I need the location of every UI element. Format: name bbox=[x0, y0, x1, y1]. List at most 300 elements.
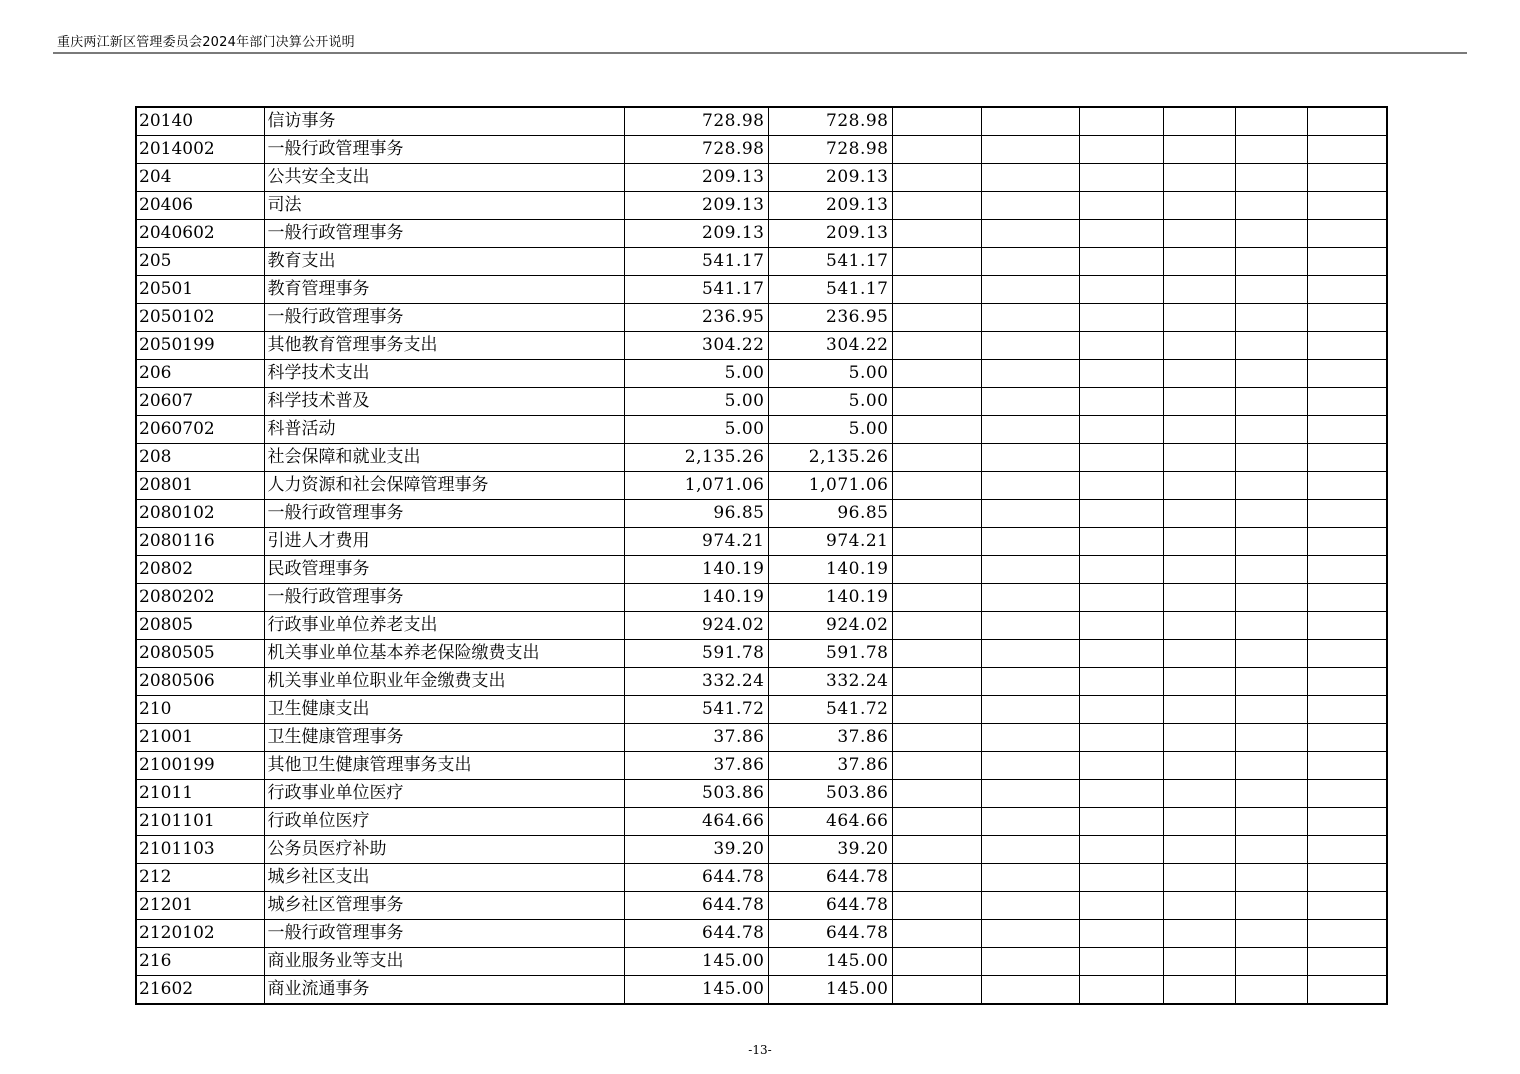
cell-empty bbox=[1235, 388, 1307, 416]
cell-name: 一般行政管理事务 bbox=[264, 220, 624, 248]
cell-empty bbox=[1307, 780, 1387, 808]
cell-empty bbox=[1079, 752, 1163, 780]
cell-empty bbox=[892, 976, 981, 1005]
cell-code: 2100199 bbox=[136, 752, 264, 780]
cell-basic: 644.78 bbox=[768, 892, 892, 920]
cell-empty bbox=[1163, 724, 1235, 752]
cell-empty bbox=[1163, 304, 1235, 332]
cell-empty bbox=[1235, 976, 1307, 1005]
table-row bbox=[136, 192, 1387, 220]
cell-empty bbox=[1163, 444, 1235, 472]
cell-empty bbox=[1235, 528, 1307, 556]
table-row bbox=[136, 752, 1387, 780]
cell-empty bbox=[981, 556, 1079, 584]
cell-empty bbox=[981, 136, 1079, 164]
cell-empty bbox=[1235, 472, 1307, 500]
cell-empty bbox=[892, 584, 981, 612]
cell-empty bbox=[1307, 556, 1387, 584]
cell-empty bbox=[1079, 248, 1163, 276]
cell-empty bbox=[1235, 808, 1307, 836]
cell-empty bbox=[1307, 752, 1387, 780]
cell-total: 96.85 bbox=[624, 500, 768, 528]
cell-name: 人力资源和社会保障管理事务 bbox=[264, 472, 624, 500]
cell-empty bbox=[981, 248, 1079, 276]
table-row bbox=[136, 808, 1387, 836]
cell-name: 教育管理事务 bbox=[264, 276, 624, 304]
cell-empty bbox=[1235, 220, 1307, 248]
cell-basic: 304.22 bbox=[768, 332, 892, 360]
cell-empty bbox=[1307, 920, 1387, 948]
cell-empty bbox=[981, 780, 1079, 808]
cell-empty bbox=[1235, 668, 1307, 696]
cell-code: 20802 bbox=[136, 556, 264, 584]
cell-code: 2080116 bbox=[136, 528, 264, 556]
cell-empty bbox=[1163, 360, 1235, 388]
cell-basic: 541.17 bbox=[768, 276, 892, 304]
cell-empty bbox=[1163, 948, 1235, 976]
cell-empty bbox=[892, 612, 981, 640]
cell-empty bbox=[1307, 136, 1387, 164]
cell-code: 216 bbox=[136, 948, 264, 976]
cell-empty bbox=[1079, 472, 1163, 500]
table-row bbox=[136, 444, 1387, 472]
cell-name: 科普活动 bbox=[264, 416, 624, 444]
cell-code: 20140 bbox=[136, 107, 264, 136]
cell-empty bbox=[1307, 220, 1387, 248]
cell-empty bbox=[981, 836, 1079, 864]
table-row bbox=[136, 164, 1387, 192]
cell-total: 209.13 bbox=[624, 220, 768, 248]
cell-empty bbox=[1235, 304, 1307, 332]
cell-empty bbox=[892, 892, 981, 920]
table-row bbox=[136, 724, 1387, 752]
table-row bbox=[136, 304, 1387, 332]
cell-empty bbox=[981, 752, 1079, 780]
cell-empty bbox=[1163, 976, 1235, 1005]
cell-code: 205 bbox=[136, 248, 264, 276]
cell-basic: 728.98 bbox=[768, 107, 892, 136]
cell-code: 210 bbox=[136, 696, 264, 724]
cell-empty bbox=[1163, 107, 1235, 136]
cell-name: 信访事务 bbox=[264, 107, 624, 136]
cell-empty bbox=[1163, 612, 1235, 640]
cell-empty bbox=[1079, 556, 1163, 584]
cell-empty bbox=[1163, 696, 1235, 724]
cell-empty bbox=[1307, 444, 1387, 472]
cell-empty bbox=[892, 752, 981, 780]
cell-code: 2080202 bbox=[136, 584, 264, 612]
cell-empty bbox=[1079, 584, 1163, 612]
table-row bbox=[136, 528, 1387, 556]
cell-empty bbox=[981, 864, 1079, 892]
cell-name: 城乡社区管理事务 bbox=[264, 892, 624, 920]
cell-empty bbox=[892, 780, 981, 808]
cell-total: 728.98 bbox=[624, 136, 768, 164]
cell-empty bbox=[1307, 192, 1387, 220]
cell-empty bbox=[1235, 276, 1307, 304]
cell-empty bbox=[981, 528, 1079, 556]
document-header-title: 重庆两江新区管理委员会2024年部门决算公开说明 bbox=[57, 35, 355, 50]
cell-empty bbox=[1235, 584, 1307, 612]
table-row bbox=[136, 332, 1387, 360]
cell-empty bbox=[1163, 640, 1235, 668]
cell-empty bbox=[1307, 668, 1387, 696]
cell-empty bbox=[981, 107, 1079, 136]
cell-empty bbox=[1307, 724, 1387, 752]
cell-total: 304.22 bbox=[624, 332, 768, 360]
cell-empty bbox=[892, 164, 981, 192]
table-row bbox=[136, 388, 1387, 416]
cell-total: 644.78 bbox=[624, 892, 768, 920]
cell-code: 212 bbox=[136, 864, 264, 892]
cell-basic: 924.02 bbox=[768, 612, 892, 640]
cell-empty bbox=[1079, 276, 1163, 304]
table-row bbox=[136, 500, 1387, 528]
cell-name: 公务员医疗补助 bbox=[264, 836, 624, 864]
cell-code: 2080102 bbox=[136, 500, 264, 528]
cell-empty bbox=[892, 948, 981, 976]
cell-empty bbox=[1235, 500, 1307, 528]
cell-empty bbox=[1235, 892, 1307, 920]
cell-total: 541.72 bbox=[624, 696, 768, 724]
cell-basic: 541.72 bbox=[768, 696, 892, 724]
cell-empty bbox=[892, 864, 981, 892]
cell-total: 39.20 bbox=[624, 836, 768, 864]
cell-empty bbox=[1079, 808, 1163, 836]
table-row bbox=[136, 556, 1387, 584]
cell-total: 5.00 bbox=[624, 388, 768, 416]
cell-name: 引进人才费用 bbox=[264, 528, 624, 556]
cell-total: 503.86 bbox=[624, 780, 768, 808]
cell-basic: 37.86 bbox=[768, 752, 892, 780]
cell-empty bbox=[892, 472, 981, 500]
cell-empty bbox=[981, 192, 1079, 220]
table-row bbox=[136, 836, 1387, 864]
table-row bbox=[136, 612, 1387, 640]
cell-empty bbox=[1163, 556, 1235, 584]
cell-empty bbox=[1163, 836, 1235, 864]
cell-empty bbox=[981, 724, 1079, 752]
cell-empty bbox=[1163, 864, 1235, 892]
cell-empty bbox=[1235, 780, 1307, 808]
cell-empty bbox=[1163, 584, 1235, 612]
cell-name: 行政单位医疗 bbox=[264, 808, 624, 836]
cell-empty bbox=[892, 304, 981, 332]
table-row bbox=[136, 472, 1387, 500]
cell-total: 644.78 bbox=[624, 920, 768, 948]
cell-empty bbox=[981, 920, 1079, 948]
cell-empty bbox=[1235, 136, 1307, 164]
cell-empty bbox=[1235, 920, 1307, 948]
cell-basic: 236.95 bbox=[768, 304, 892, 332]
cell-empty bbox=[1235, 192, 1307, 220]
cell-name: 科学技术普及 bbox=[264, 388, 624, 416]
cell-total: 37.86 bbox=[624, 752, 768, 780]
cell-empty bbox=[1307, 388, 1387, 416]
cell-empty bbox=[981, 304, 1079, 332]
cell-name: 社会保障和就业支出 bbox=[264, 444, 624, 472]
cell-empty bbox=[1307, 304, 1387, 332]
cell-empty bbox=[1163, 472, 1235, 500]
cell-basic: 5.00 bbox=[768, 360, 892, 388]
cell-name: 一般行政管理事务 bbox=[264, 136, 624, 164]
cell-empty bbox=[1307, 276, 1387, 304]
cell-empty bbox=[1079, 528, 1163, 556]
cell-empty bbox=[1307, 836, 1387, 864]
cell-total: 140.19 bbox=[624, 556, 768, 584]
cell-name: 教育支出 bbox=[264, 248, 624, 276]
cell-empty bbox=[892, 136, 981, 164]
cell-code: 2014002 bbox=[136, 136, 264, 164]
cell-code: 21201 bbox=[136, 892, 264, 920]
cell-empty bbox=[1235, 416, 1307, 444]
cell-empty bbox=[1079, 724, 1163, 752]
cell-basic: 145.00 bbox=[768, 948, 892, 976]
cell-empty bbox=[892, 668, 981, 696]
cell-code: 2060702 bbox=[136, 416, 264, 444]
cell-empty bbox=[1079, 332, 1163, 360]
cell-total: 236.95 bbox=[624, 304, 768, 332]
cell-empty bbox=[892, 444, 981, 472]
cell-name: 司法 bbox=[264, 192, 624, 220]
cell-total: 209.13 bbox=[624, 192, 768, 220]
cell-empty bbox=[1307, 808, 1387, 836]
cell-total: 728.98 bbox=[624, 107, 768, 136]
cell-code: 2050199 bbox=[136, 332, 264, 360]
cell-empty bbox=[1235, 612, 1307, 640]
cell-code: 21011 bbox=[136, 780, 264, 808]
cell-empty bbox=[1079, 107, 1163, 136]
cell-code: 20501 bbox=[136, 276, 264, 304]
cell-empty bbox=[981, 696, 1079, 724]
cell-empty bbox=[1307, 332, 1387, 360]
table-row bbox=[136, 864, 1387, 892]
cell-empty bbox=[981, 808, 1079, 836]
cell-basic: 39.20 bbox=[768, 836, 892, 864]
cell-empty bbox=[1079, 948, 1163, 976]
cell-name: 城乡社区支出 bbox=[264, 864, 624, 892]
cell-code: 20805 bbox=[136, 612, 264, 640]
table-row bbox=[136, 976, 1387, 1005]
cell-total: 1,071.06 bbox=[624, 472, 768, 500]
cell-empty bbox=[892, 556, 981, 584]
cell-empty bbox=[1307, 416, 1387, 444]
cell-empty bbox=[1163, 192, 1235, 220]
cell-code: 2040602 bbox=[136, 220, 264, 248]
cell-empty bbox=[1079, 612, 1163, 640]
cell-empty bbox=[981, 164, 1079, 192]
cell-basic: 332.24 bbox=[768, 668, 892, 696]
cell-code: 206 bbox=[136, 360, 264, 388]
cell-name: 公共安全支出 bbox=[264, 164, 624, 192]
cell-empty bbox=[892, 220, 981, 248]
cell-empty bbox=[1307, 164, 1387, 192]
cell-empty bbox=[892, 276, 981, 304]
cell-empty bbox=[1163, 136, 1235, 164]
cell-empty bbox=[1079, 192, 1163, 220]
cell-name: 商业流通事务 bbox=[264, 976, 624, 1005]
cell-name: 卫生健康管理事务 bbox=[264, 724, 624, 752]
cell-name: 其他教育管理事务支出 bbox=[264, 332, 624, 360]
cell-name: 一般行政管理事务 bbox=[264, 920, 624, 948]
cell-code: 204 bbox=[136, 164, 264, 192]
cell-total: 591.78 bbox=[624, 640, 768, 668]
cell-empty bbox=[1079, 360, 1163, 388]
cell-code: 20406 bbox=[136, 192, 264, 220]
cell-total: 37.86 bbox=[624, 724, 768, 752]
table-row bbox=[136, 136, 1387, 164]
cell-empty bbox=[1235, 332, 1307, 360]
cell-empty bbox=[1163, 248, 1235, 276]
table-row bbox=[136, 248, 1387, 276]
cell-empty bbox=[981, 584, 1079, 612]
cell-total: 209.13 bbox=[624, 164, 768, 192]
cell-name: 科学技术支出 bbox=[264, 360, 624, 388]
cell-name: 商业服务业等支出 bbox=[264, 948, 624, 976]
cell-basic: 209.13 bbox=[768, 192, 892, 220]
cell-empty bbox=[892, 696, 981, 724]
cell-empty bbox=[1307, 500, 1387, 528]
cell-name: 卫生健康支出 bbox=[264, 696, 624, 724]
cell-empty bbox=[892, 808, 981, 836]
table-row bbox=[136, 696, 1387, 724]
cell-empty bbox=[981, 444, 1079, 472]
cell-empty bbox=[981, 948, 1079, 976]
cell-empty bbox=[892, 836, 981, 864]
cell-basic: 728.98 bbox=[768, 136, 892, 164]
cell-empty bbox=[1079, 836, 1163, 864]
cell-empty bbox=[981, 612, 1079, 640]
cell-empty bbox=[981, 892, 1079, 920]
cell-code: 2120102 bbox=[136, 920, 264, 948]
cell-empty bbox=[1163, 276, 1235, 304]
cell-basic: 140.19 bbox=[768, 556, 892, 584]
cell-basic: 464.66 bbox=[768, 808, 892, 836]
cell-empty bbox=[1235, 724, 1307, 752]
cell-empty bbox=[1307, 612, 1387, 640]
cell-empty bbox=[1235, 107, 1307, 136]
table-row bbox=[136, 107, 1387, 136]
cell-basic: 644.78 bbox=[768, 864, 892, 892]
cell-empty bbox=[981, 976, 1079, 1005]
cell-empty bbox=[1079, 136, 1163, 164]
table-row bbox=[136, 920, 1387, 948]
cell-empty bbox=[1079, 220, 1163, 248]
cell-empty bbox=[1163, 332, 1235, 360]
cell-empty bbox=[981, 276, 1079, 304]
cell-empty bbox=[892, 248, 981, 276]
cell-empty bbox=[981, 416, 1079, 444]
cell-empty bbox=[1163, 220, 1235, 248]
cell-name: 行政事业单位养老支出 bbox=[264, 612, 624, 640]
cell-empty bbox=[1235, 752, 1307, 780]
cell-empty bbox=[981, 220, 1079, 248]
cell-total: 145.00 bbox=[624, 948, 768, 976]
cell-empty bbox=[892, 416, 981, 444]
cell-empty bbox=[1079, 780, 1163, 808]
cell-empty bbox=[892, 332, 981, 360]
cell-code: 2101101 bbox=[136, 808, 264, 836]
cell-total: 140.19 bbox=[624, 584, 768, 612]
cell-code: 20801 bbox=[136, 472, 264, 500]
cell-empty bbox=[1235, 640, 1307, 668]
table-row bbox=[136, 640, 1387, 668]
cell-total: 924.02 bbox=[624, 612, 768, 640]
cell-empty bbox=[981, 388, 1079, 416]
cell-empty bbox=[1307, 864, 1387, 892]
cell-empty bbox=[1079, 892, 1163, 920]
cell-basic: 5.00 bbox=[768, 388, 892, 416]
cell-empty bbox=[1163, 528, 1235, 556]
cell-name: 一般行政管理事务 bbox=[264, 500, 624, 528]
table-row bbox=[136, 220, 1387, 248]
cell-empty bbox=[1079, 164, 1163, 192]
cell-empty bbox=[1235, 836, 1307, 864]
cell-empty bbox=[1235, 444, 1307, 472]
cell-empty bbox=[1163, 388, 1235, 416]
cell-empty bbox=[981, 360, 1079, 388]
cell-empty bbox=[1235, 864, 1307, 892]
cell-code: 20607 bbox=[136, 388, 264, 416]
cell-empty bbox=[981, 332, 1079, 360]
cell-basic: 2,135.26 bbox=[768, 444, 892, 472]
cell-total: 541.17 bbox=[624, 276, 768, 304]
cell-total: 2,135.26 bbox=[624, 444, 768, 472]
cell-code: 2080506 bbox=[136, 668, 264, 696]
cell-empty bbox=[1079, 696, 1163, 724]
cell-basic: 37.86 bbox=[768, 724, 892, 752]
cell-empty bbox=[1235, 948, 1307, 976]
cell-empty bbox=[1163, 164, 1235, 192]
header-divider bbox=[53, 52, 1467, 54]
cell-empty bbox=[1163, 780, 1235, 808]
cell-empty bbox=[1163, 500, 1235, 528]
cell-empty bbox=[1307, 696, 1387, 724]
cell-empty bbox=[1163, 808, 1235, 836]
cell-empty bbox=[1163, 752, 1235, 780]
cell-code: 2080505 bbox=[136, 640, 264, 668]
cell-empty bbox=[1235, 248, 1307, 276]
table-row bbox=[136, 416, 1387, 444]
cell-empty bbox=[1307, 640, 1387, 668]
cell-name: 机关事业单位职业年金缴费支出 bbox=[264, 668, 624, 696]
cell-empty bbox=[1079, 388, 1163, 416]
cell-empty bbox=[1163, 416, 1235, 444]
cell-empty bbox=[892, 192, 981, 220]
cell-basic: 209.13 bbox=[768, 164, 892, 192]
cell-name: 民政管理事务 bbox=[264, 556, 624, 584]
cell-total: 974.21 bbox=[624, 528, 768, 556]
table-row bbox=[136, 276, 1387, 304]
cell-empty bbox=[1163, 668, 1235, 696]
cell-empty bbox=[1079, 864, 1163, 892]
cell-basic: 140.19 bbox=[768, 584, 892, 612]
cell-basic: 1,071.06 bbox=[768, 472, 892, 500]
table-row bbox=[136, 780, 1387, 808]
cell-empty bbox=[1235, 360, 1307, 388]
cell-empty bbox=[1307, 892, 1387, 920]
cell-empty bbox=[1307, 528, 1387, 556]
cell-empty bbox=[1235, 164, 1307, 192]
cell-empty bbox=[892, 920, 981, 948]
cell-empty bbox=[1235, 696, 1307, 724]
cell-total: 464.66 bbox=[624, 808, 768, 836]
cell-total: 644.78 bbox=[624, 864, 768, 892]
cell-empty bbox=[1079, 304, 1163, 332]
cell-empty bbox=[981, 500, 1079, 528]
cell-empty bbox=[892, 640, 981, 668]
cell-basic: 591.78 bbox=[768, 640, 892, 668]
